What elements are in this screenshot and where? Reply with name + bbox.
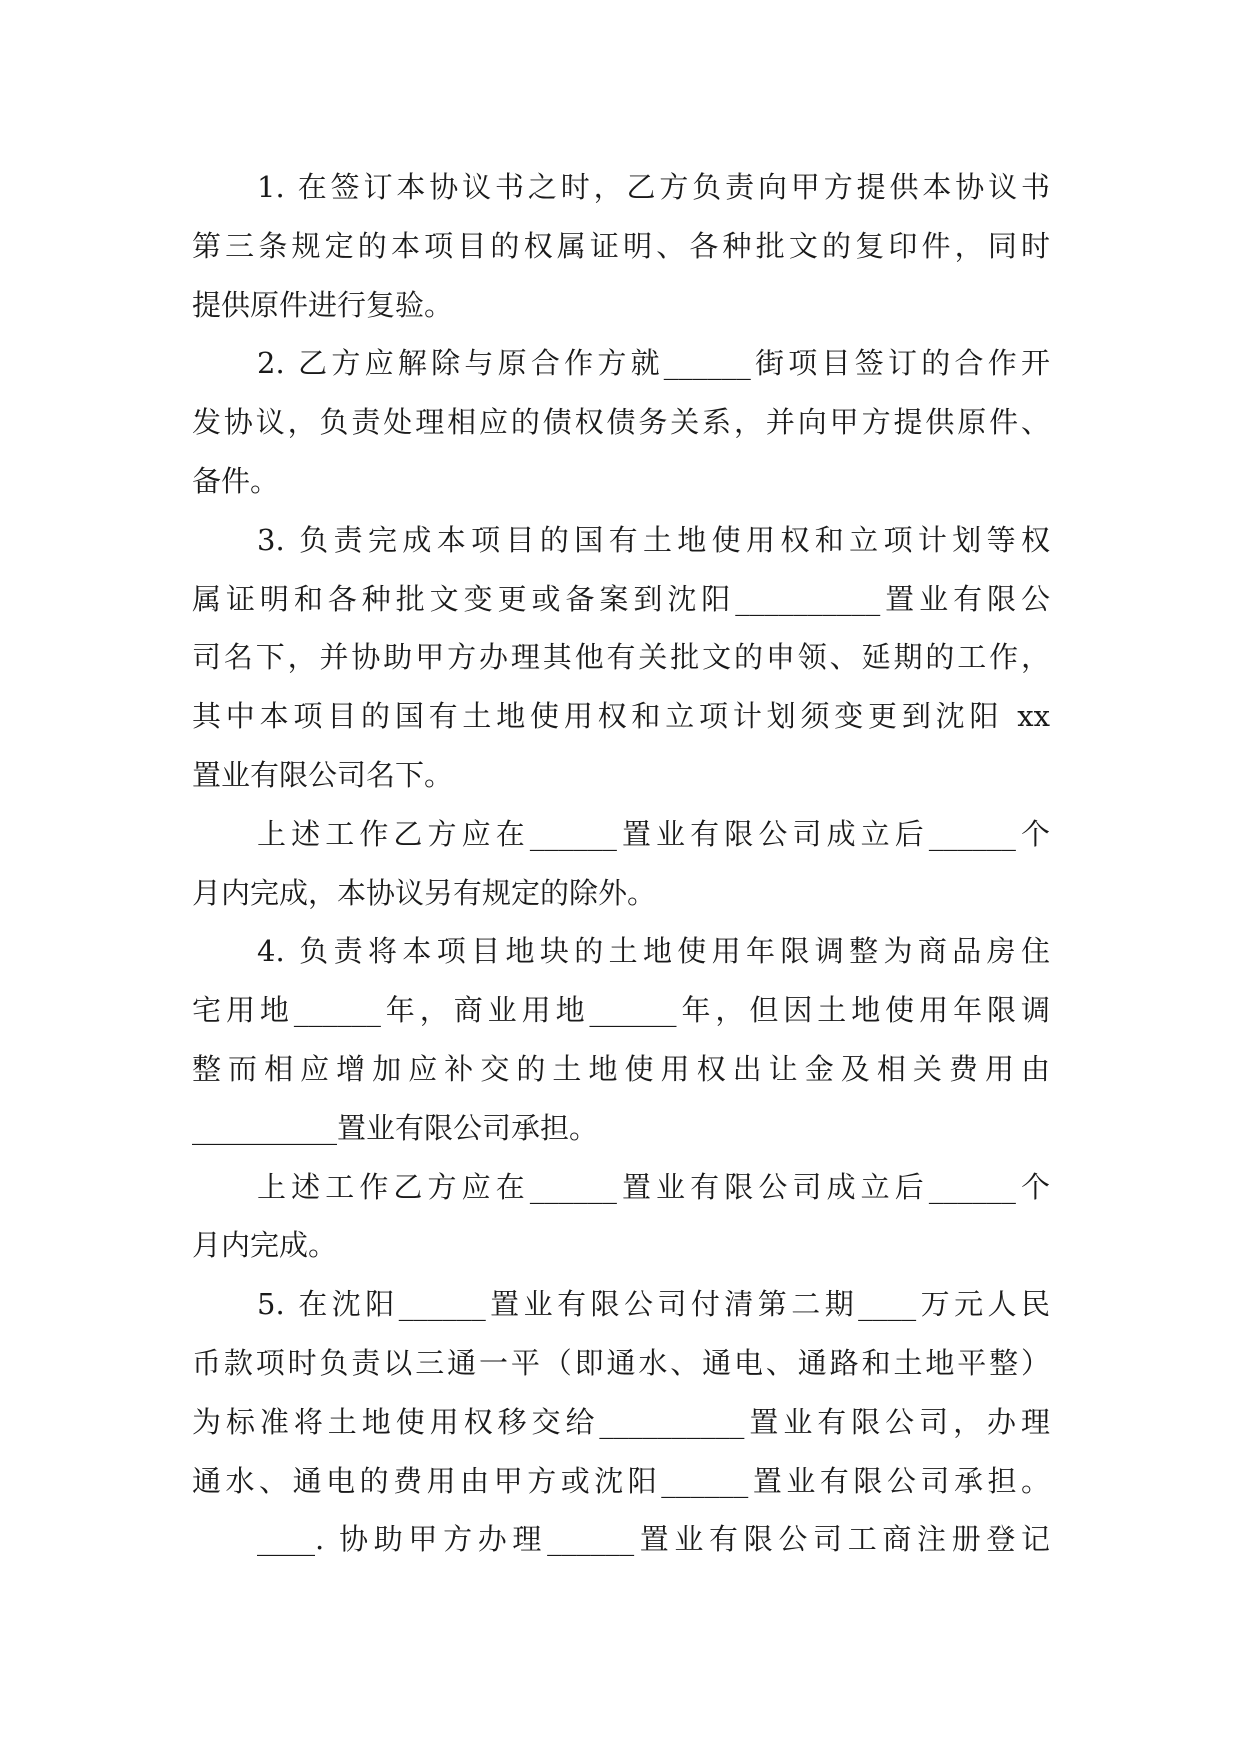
text-line: 置业有限公司名下。	[192, 757, 454, 792]
text-line: 备件。	[192, 463, 280, 498]
text-line: 其中本项目的国有土地使用权和立项计划须变更到沈阳 xx	[192, 699, 1050, 734]
text-line: 3. 负责完成本项目的国有土地使用权和立项计划等权	[257, 522, 1050, 557]
text-line: 通水、通电的费用由甲方或沈阳______置业有限公司承担。	[192, 1463, 1050, 1498]
text-line: ____. 协助甲方办理______置业有限公司工商注册登记	[257, 1522, 1050, 1557]
text-line: 1. 在签订本协议书之时，乙方负责向甲方提供本协议书	[257, 170, 1050, 204]
document-body	[192, 158, 1050, 1569]
text-line: 司名下，并协助甲方办理其他有关批文的申领、延期的工作，	[192, 640, 1050, 675]
text-line: 4. 负责将本项目地块的土地使用年限调整为商品房住	[257, 934, 1050, 969]
text-line: 上述工作乙方应在______置业有限公司成立后______个	[257, 816, 1050, 851]
text-line: __________置业有限公司承担。	[192, 1110, 599, 1145]
text-line: 5. 在沈阳______置业有限公司付清第二期____万元人民	[257, 1287, 1050, 1322]
text-line: 整而相应增加应补交的土地使用权出让金及相关费用由	[192, 1051, 1050, 1086]
text-line: 月内完成，本协议另有规定的除外。	[192, 875, 657, 910]
text-line: 宅用地______年，商业用地______年，但因土地使用年限调	[192, 993, 1050, 1028]
text-line: 发协议，负责处理相应的债权债务关系，并向甲方提供原件、	[192, 405, 1050, 440]
text-line: 第三条规定的本项目的权属证明、各种批文的复印件，同时	[192, 228, 1050, 263]
text-line: 币款项时负责以三通一平（即通水、通电、通路和土地平整）	[192, 1345, 1050, 1380]
text-line: 属证明和各种批文变更或备案到沈阳__________置业有限公	[192, 581, 1050, 616]
text-line: 提供原件进行复验。	[192, 287, 454, 322]
text-line: 月内完成。	[192, 1228, 338, 1263]
text-line: 2. 乙方应解除与原合作方就______街项目签订的合作开	[257, 346, 1050, 381]
text-line: 上述工作乙方应在______置业有限公司成立后______个	[257, 1169, 1050, 1204]
text-line: 为标准将土地使用权移交给__________置业有限公司，办理	[192, 1404, 1050, 1439]
